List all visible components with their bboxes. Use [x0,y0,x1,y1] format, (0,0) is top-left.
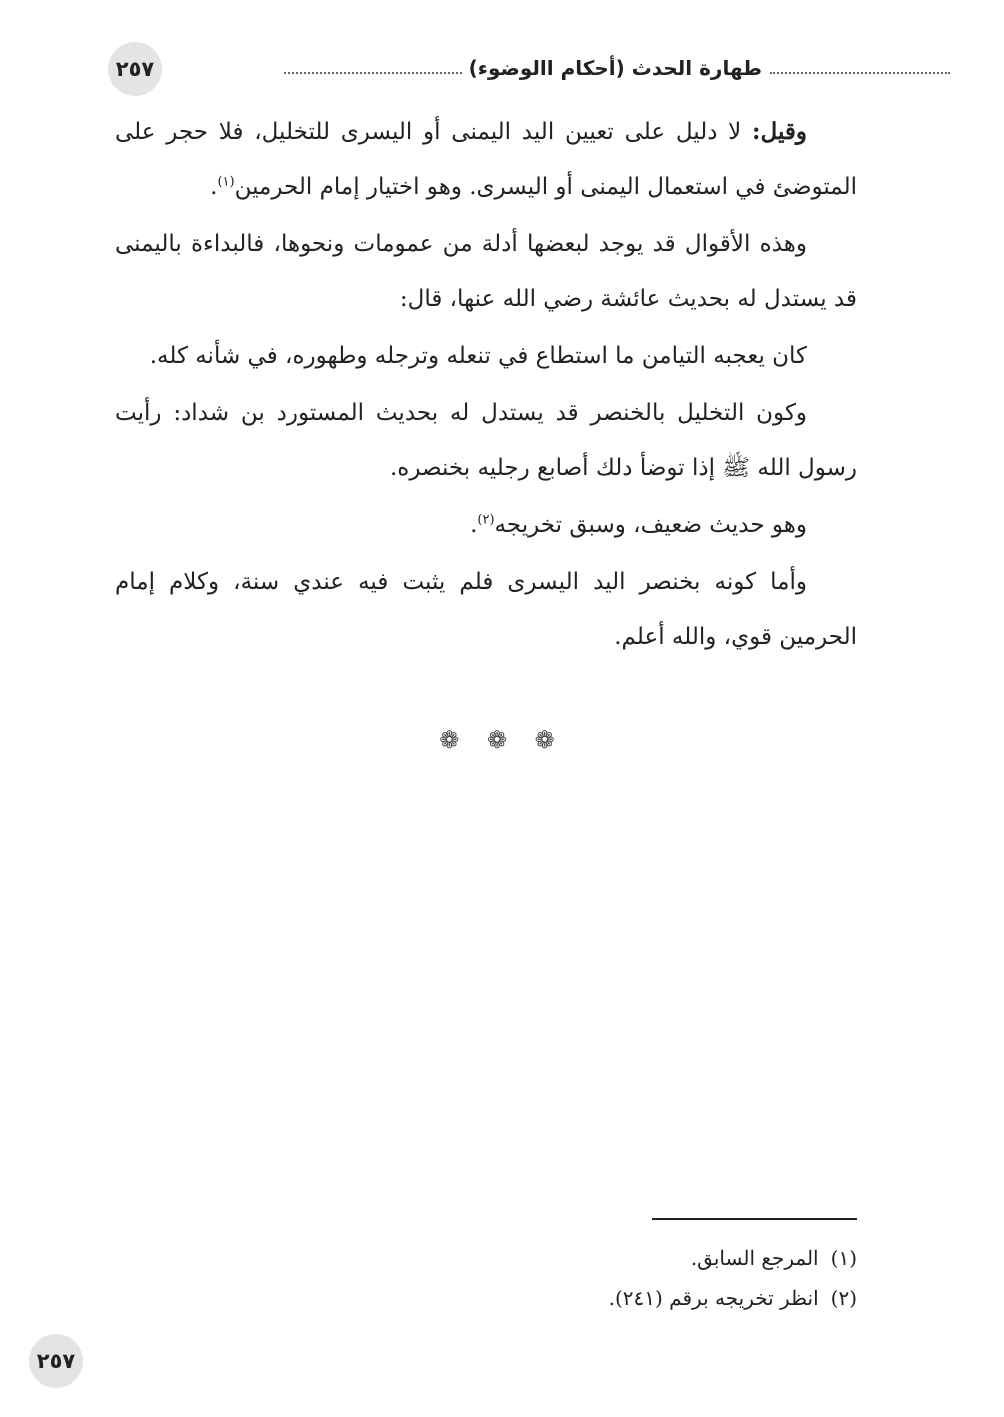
footnote-divider [652,1218,857,1220]
paragraph-3: كان يعجبه التيامن ما استطاع في تنعله وترجله وطهوره، في شأنه كله. [149,343,807,369]
paragraph-6: وأما كونه بخنصر اليد اليسرى فلم يثبت فيه عندي سنة، وكلام إمام الحرمين قوي، والله أعلم. [115,569,857,650]
footnotes [420,1238,857,1318]
header-page-number: ٢٥٧ [108,42,162,96]
header-title: طهارة الحدث (أحكام االوضوء) [468,56,762,80]
paragraph-1-end: . [210,174,218,200]
paragraph-1 [115,104,857,215]
paragraph-5-end: . [470,512,478,538]
running-header [108,42,843,98]
paragraph-5-text: وهو حديث ضعيف، وسبق تخريجه [494,512,807,538]
footnote-2-text: انظر تخريجه برقم (٢٤١). [608,1286,819,1310]
footnote-1 [420,1238,857,1278]
header-leader-right [770,72,950,74]
paragraph-1-lead: وقيل: [752,118,807,145]
paragraph-1-text: لا دليل على تعيين اليد اليمنى أو اليسرى للتخليل، فلا حجر على المتوضئ في استعمال اليمنى أو اليسرى. وهو اختيار إمام الحرمين [115,119,857,200]
footnote-1-number: (١) [830,1246,857,1270]
footnote-ref-1[interactable]: (١) [217,174,235,190]
footer-page-number: ٢٥٧ [29,1334,83,1388]
section-separator: ❁ ❁ ❁ [439,726,565,754]
header-leader-left [284,72,462,74]
footnote-2-number: (٢) [830,1286,857,1310]
footnote-ref-2[interactable]: (٢) [477,512,495,528]
paragraph-4: وكون التخليل بالخنصر قد يستدل له بحديث المستورد بن شداد: رأيت رسول الله ﷺ إذا توضأ دلك أصابع رجليه بخنصره. [115,400,857,481]
footnote-1-text: المرجع السابق. [690,1246,819,1270]
main-text [115,104,857,667]
footnote-2 [420,1278,857,1318]
paragraph-5 [115,498,857,553]
paragraph-2: وهذه الأقوال قد يوجد لبعضها أدلة من عمومات ونحوها، فالبداءة باليمنى قد يستدل له بحديث عائشة رضي الله عنها، قال: [115,231,857,312]
